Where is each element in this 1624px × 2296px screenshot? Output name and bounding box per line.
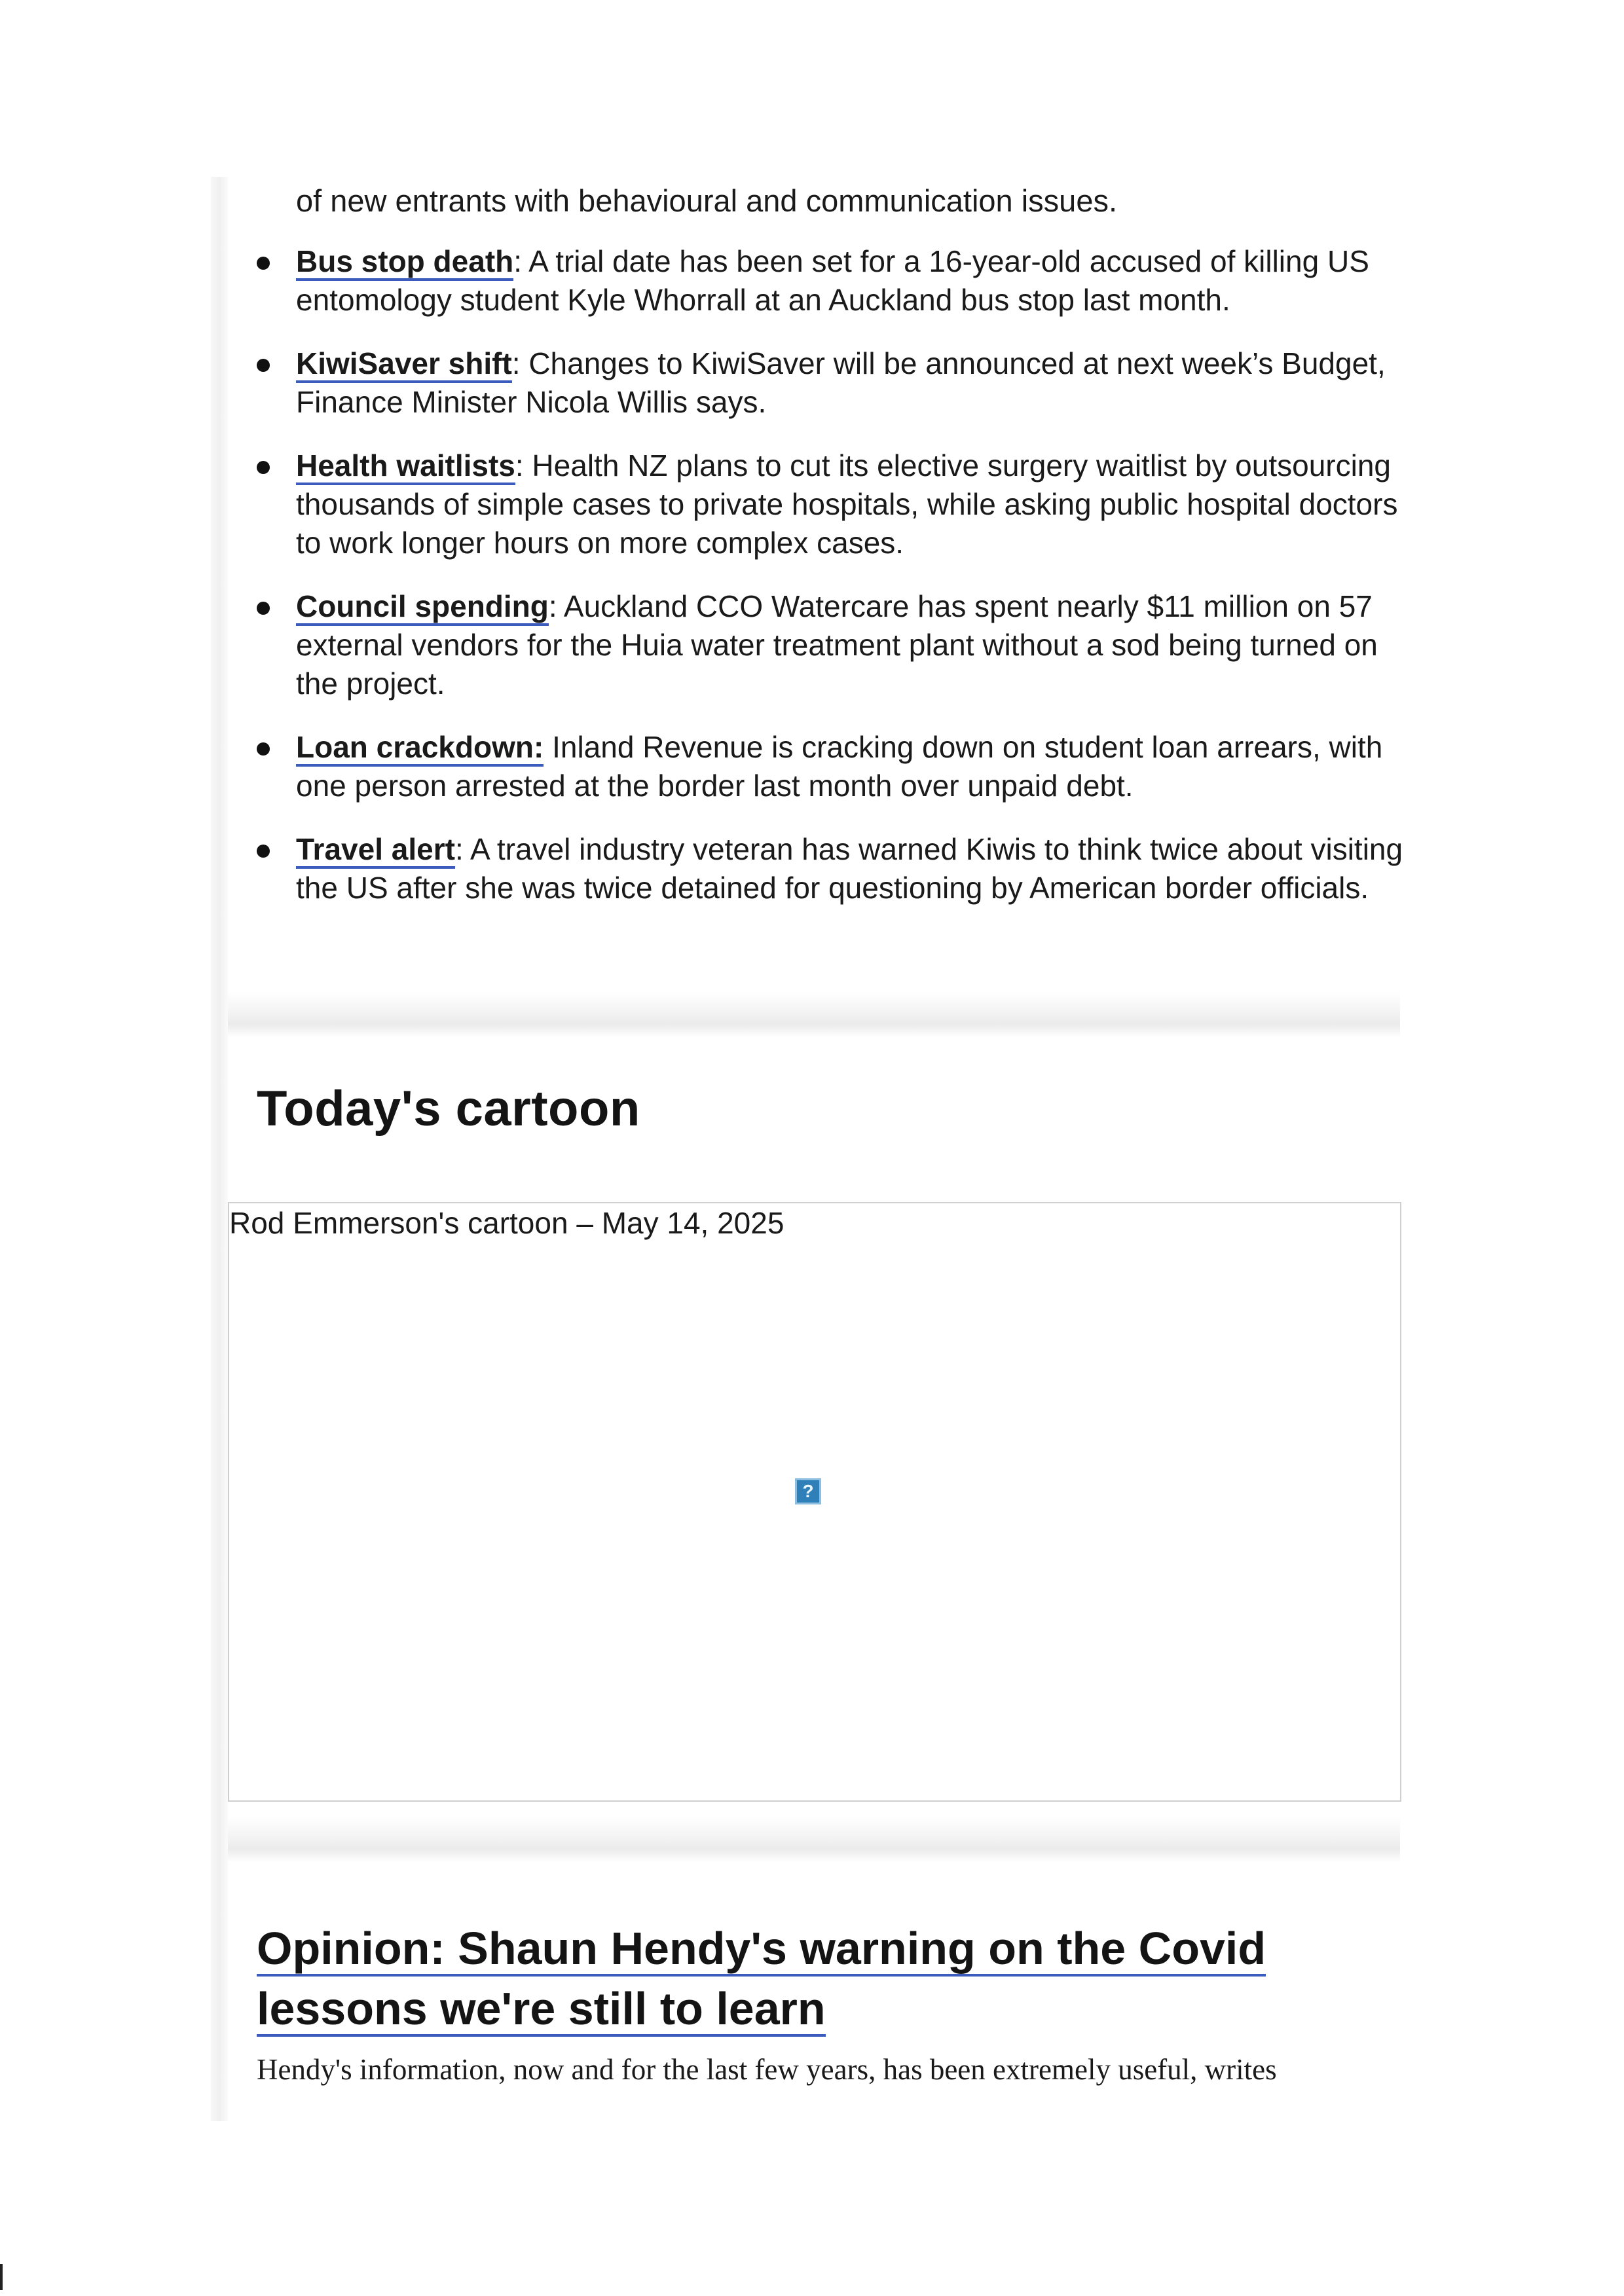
bullet-text: : Changes to KiwiSaver will be announced at next week’s Budget, Finance Minister Nicola Willis says. [296, 346, 1386, 419]
bullet-link-health-waitlists[interactable]: Health waitlists [296, 448, 515, 485]
news-bullet-item [229, 830, 1409, 907]
bullet-text: : A travel industry veteran has warned Kiwis to think twice about visiting the US after she was twice detained for questioning by American border officials. [296, 832, 1403, 905]
bullet-link-council-spending[interactable]: Council spending [296, 589, 549, 626]
news-bullet-item [229, 587, 1409, 703]
bullet-link-kiwisaver-shift[interactable]: KiwiSaver shift [296, 346, 512, 383]
bullet-link-loan-crackdown[interactable]: Loan crackdown: [296, 730, 544, 767]
broken-image-icon: ? [795, 1478, 821, 1504]
bullet-text: : Health NZ plans to cut its elective surgery waitlist by outsourcing thousands of simple cases to private hospitals, while asking public hospital doctors to work longer hours on more complex cases. [296, 448, 1398, 560]
bullet-link-travel-alert[interactable]: Travel alert [296, 832, 455, 869]
intro-line: of new entrants with behavioural and communication issues. [296, 183, 1118, 218]
news-bullet-list [229, 242, 1401, 932]
bullet-dot-icon [257, 359, 270, 372]
cartoon-image-frame[interactable] [228, 1202, 1401, 1802]
opinion-headline-text[interactable]: Opinion: Shaun Hendy's warning on the Covid lessons we're still to learn [257, 1923, 1266, 2037]
bullet-text: Inland Revenue is cracking down on student loan arrears, with one person arrested at the border last month over unpaid debt. [296, 730, 1383, 803]
opinion-excerpt: Hendy's information, now and for the last few years, has been extremely useful, writes [257, 2053, 1277, 2086]
scan-edge-mark [0, 2264, 3, 2290]
bullet-text: : A trial date has been set for a 16-year-old accused of killing US entomology student Kyle Whorrall at an Auckland bus stop last month. [296, 244, 1369, 317]
bullet-dot-icon [257, 845, 270, 858]
opinion-headline-link[interactable] [257, 1918, 1370, 2039]
cartoon-section-heading: Today's cartoon [257, 1081, 640, 1137]
bullet-link-bus-stop-death[interactable]: Bus stop death [296, 244, 513, 281]
scan-shadow [211, 177, 228, 2121]
bullet-text: : Auckland CCO Watercare has spent nearly $11 million on 57 external vendors for the Huia water treatment plant without a sod being turned on the project. [296, 589, 1378, 701]
news-bullet-item [229, 446, 1409, 562]
news-bullet-item [229, 728, 1409, 805]
news-bullet-item [229, 344, 1409, 422]
bullet-dot-icon [257, 461, 270, 474]
bullet-dot-icon [257, 602, 270, 615]
bullet-dot-icon [257, 257, 270, 270]
section-divider [228, 1817, 1400, 1863]
bullet-dot-icon [257, 742, 270, 756]
section-divider [228, 992, 1400, 1038]
cartoon-caption: Rod Emmerson's cartoon – May 14, 2025 [229, 1206, 784, 1240]
news-bullet-item [229, 242, 1409, 319]
